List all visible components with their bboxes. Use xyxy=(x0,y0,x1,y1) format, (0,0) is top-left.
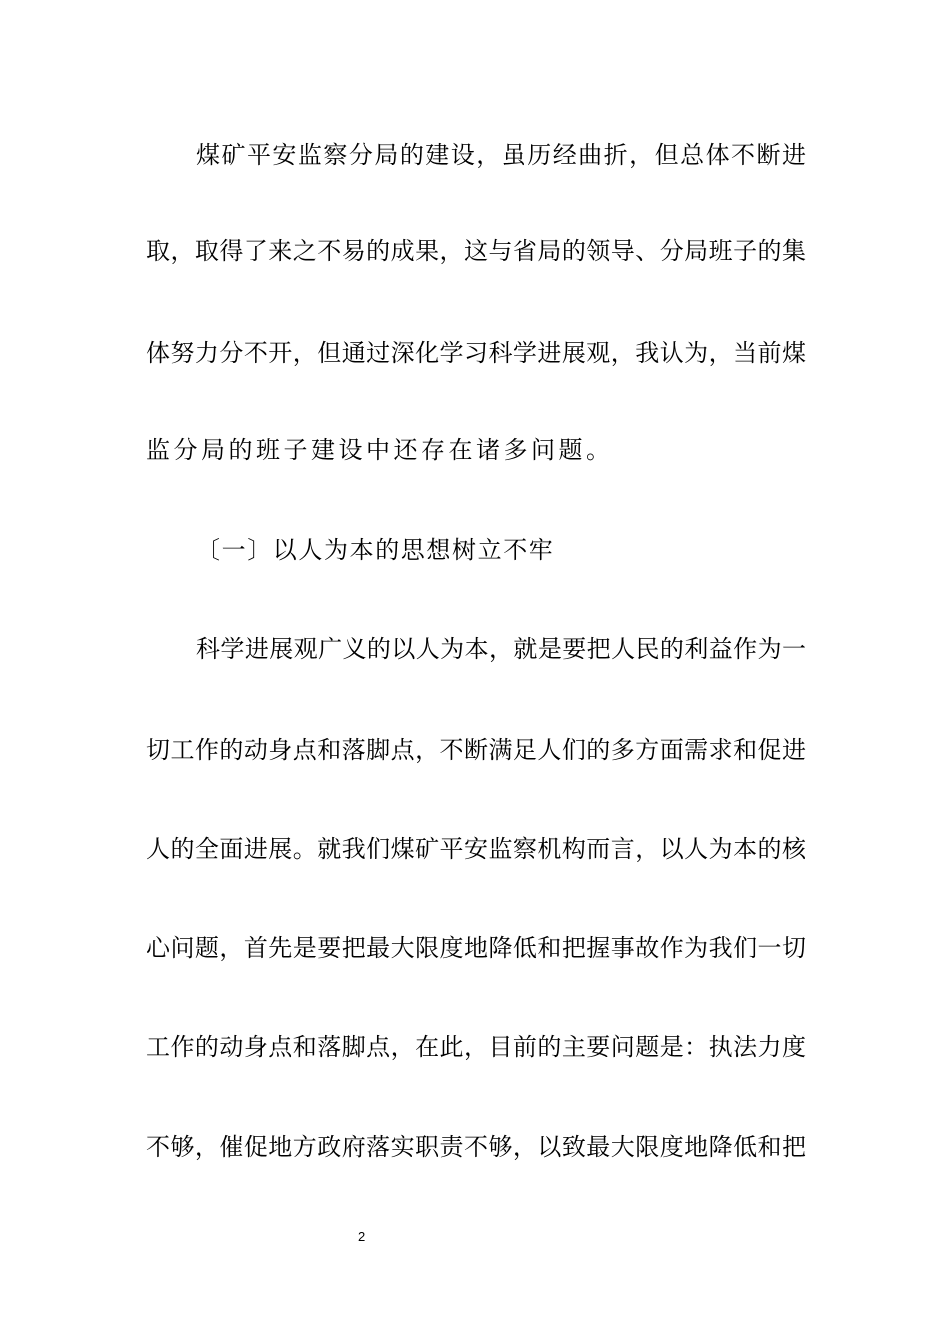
paragraph-2-line-6: 不够，催促地方政府落实职责不够，以致最大限度地降低和把 xyxy=(146,1133,806,1161)
paragraph-2-line-1: 科学进展观广义的以人为本，就是要把人民的利益作为一 xyxy=(196,635,806,663)
paragraph-2-line-3: 人的全面进展。就我们煤矿平安监察机构而言，以人为本的核 xyxy=(146,835,806,863)
paragraph-2-line-2: 切工作的动身点和落脚点，不断满足人们的多方面需求和促进 xyxy=(146,736,806,764)
paragraph-1-line-1: 煤矿平安监察分局的建设，虽历经曲折，但总体不断进 xyxy=(196,141,806,169)
paragraph-2-line-4: 心问题，首先是要把最大限度地降低和把握事故作为我们一切 xyxy=(146,934,806,962)
paragraph-1-line-3: 体努力分不开，但通过深化学习科学进展观，我认为，当前煤 xyxy=(146,339,806,367)
paragraph-1-line-4: 监分局的班子建设中还存在诸多问题。 xyxy=(146,436,614,464)
section-heading: 〔一〕以人为本的思想树立不牢 xyxy=(196,536,555,564)
paragraph-2-line-5: 工作的动身点和落脚点，在此，目前的主要问题是：执法力度 xyxy=(146,1033,806,1061)
paragraph-1-line-2: 取，取得了来之不易的成果，这与省局的领导、分局班子的集 xyxy=(146,237,806,265)
page-number: 2 xyxy=(358,1229,366,1244)
